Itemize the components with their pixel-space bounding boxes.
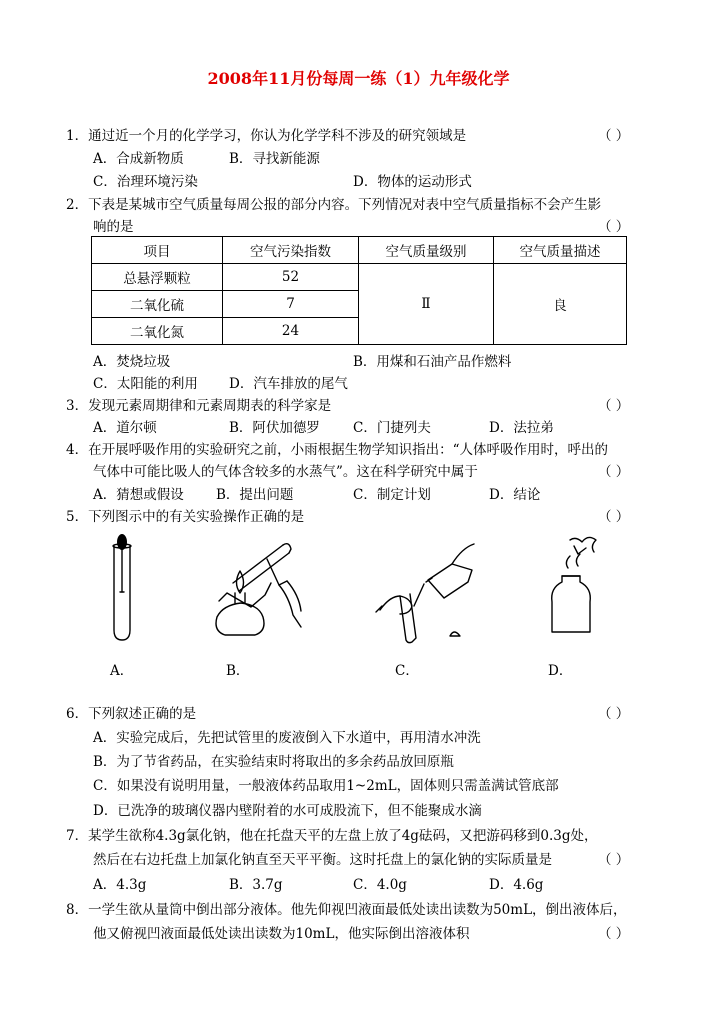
- q2-option-a: A．焚烧垃圾: [93, 354, 171, 370]
- table-cell-item: 总悬浮颗粒: [92, 264, 223, 291]
- q2-option-d: D．汽车排放的尾气: [229, 376, 348, 392]
- q7-option-b: B．3.7g: [229, 877, 283, 893]
- q4-option-a: A．猜想或假设: [93, 487, 184, 503]
- q6-stem: 6．下列叙述正确的是: [66, 706, 197, 722]
- q8-stem-line1: 8．一学生欲从量筒中倒出部分液体。他先仰视凹液面最低处读出读数为50mL，倒出液体后，: [66, 902, 627, 918]
- table-header: 空气污染指数: [223, 237, 359, 264]
- q4-option-d: D．结论: [489, 487, 541, 503]
- q4-option-c: C．制定计划: [353, 487, 431, 503]
- q1-option-b: B．寻找新能源: [229, 151, 320, 167]
- air-quality-table: [91, 236, 627, 345]
- table-cell-index: 24: [223, 318, 359, 345]
- q3-option-d: D．法拉弟: [489, 420, 554, 436]
- q1-option-d: D．物体的运动形式: [353, 174, 472, 190]
- q2-stem-line2: 响的是: [93, 219, 134, 235]
- q3-option-a: A．道尔顿: [93, 420, 157, 436]
- table-cell-item: 二氧化硫: [92, 291, 223, 318]
- q8-answer-blank: （ ）: [598, 926, 630, 942]
- q5-answer-blank: （ ）: [598, 509, 630, 525]
- q3-answer-blank: （ ）: [598, 398, 630, 414]
- q7-option-c: C．4.0g: [353, 877, 407, 893]
- q1-option-a: A．合成新物质: [93, 151, 184, 167]
- q7-option-a: A．4.3g: [93, 877, 147, 893]
- q8-stem-line2: 他又俯视凹液面最低处读出读数为10mL，他实际倒出溶液体积: [93, 926, 470, 942]
- table-cell-index: 7: [223, 291, 359, 318]
- table-header: 项目: [92, 237, 223, 264]
- table-cell-index: 52: [223, 264, 359, 291]
- q6-option-a: A．实验完成后，先把试管里的废液倒入下水道中，再用清水冲洗: [93, 730, 481, 746]
- figure-a-dropper-in-test-tube: [100, 530, 150, 645]
- figure-c-pouring-liquid: [370, 540, 480, 645]
- q2-stem-line1: 2．下表是某城市空气质量每周公报的部分内容。下列情况对表中空气质量指标不会产生影: [66, 197, 602, 213]
- figure-b-heating-test-tube: [205, 535, 315, 645]
- q2-answer-blank: （ ）: [598, 219, 630, 235]
- figure-d-smelling-bottle: [540, 532, 610, 642]
- page-title: 2008年11月份每周一练（1）九年级化学: [207, 69, 510, 88]
- q3-option-c: C．门捷列夫: [353, 420, 431, 436]
- q2-option-b: B．用煤和石油产品作燃料: [353, 354, 512, 370]
- q7-stem-line1: 7．某学生欲称4.3g氯化钠，他在托盘天平的左盘上放了4g砝码，又把游码移到0.3g处，: [66, 828, 598, 844]
- q6-option-c: C．如果没有说明用量，一般液体药品取用1~2mL，固体则只需盖满试管底部: [93, 778, 559, 794]
- q4-stem-line2: 气体中可能比吸人的气体含较多的水蒸气”。这在科学研究中属于: [93, 464, 478, 480]
- q7-stem-line2: 然后在右边托盘上加氯化钠直至天平平衡。这时托盘上的氯化钠的实际质量是: [93, 852, 552, 868]
- q4-stem-line1: 4．在开展呼吸作用的实验研究之前，小雨根据生物学知识指出：“人体呼吸作用时，呼出的: [66, 442, 608, 458]
- figure-a-label: A．: [110, 663, 134, 679]
- table-header: 空气质量描述: [494, 237, 627, 264]
- q4-option-b: B．提出问题: [216, 487, 294, 503]
- q1-answer-blank: （ ）: [598, 128, 630, 144]
- q2-option-c: C．太阳能的利用: [93, 376, 198, 392]
- q3-option-b: B．阿伏加德罗: [229, 420, 320, 436]
- table-cell-item: 二氧化氮: [92, 318, 223, 345]
- q6-option-d: D．已洗净的玻璃仪器内壁附着的水可成股流下，但不能聚成水滴: [93, 803, 482, 819]
- figure-d-label: D．: [548, 663, 573, 679]
- q1-stem: 1．通过近一个月的化学学习，你认为化学学科不涉及的研究领域是: [66, 128, 467, 144]
- q7-option-d: D．4.6g: [489, 877, 544, 893]
- q5-stem: 5．下列图示中的有关实验操作正确的是: [66, 509, 305, 525]
- table-row: [92, 264, 627, 291]
- q3-stem: 3．发现元素周期律和元素周期表的科学家是: [66, 398, 332, 414]
- q4-answer-blank: （ ）: [598, 464, 630, 480]
- figure-c-label: C．: [395, 663, 419, 679]
- q6-option-b: B．为了节省药品，在实验结束时将取出的多余药品放回原瓶: [93, 754, 454, 770]
- q6-answer-blank: （ ）: [598, 706, 630, 722]
- table-cell-level: Ⅱ: [359, 264, 494, 345]
- table-header: 空气质量级别: [359, 237, 494, 264]
- q1-option-c: C．治理环境污染: [93, 174, 198, 190]
- q7-answer-blank: （ ）: [598, 852, 630, 868]
- table-header-row: [92, 237, 627, 264]
- table-cell-desc: 良: [494, 264, 627, 345]
- figure-b-label: B．: [226, 663, 250, 679]
